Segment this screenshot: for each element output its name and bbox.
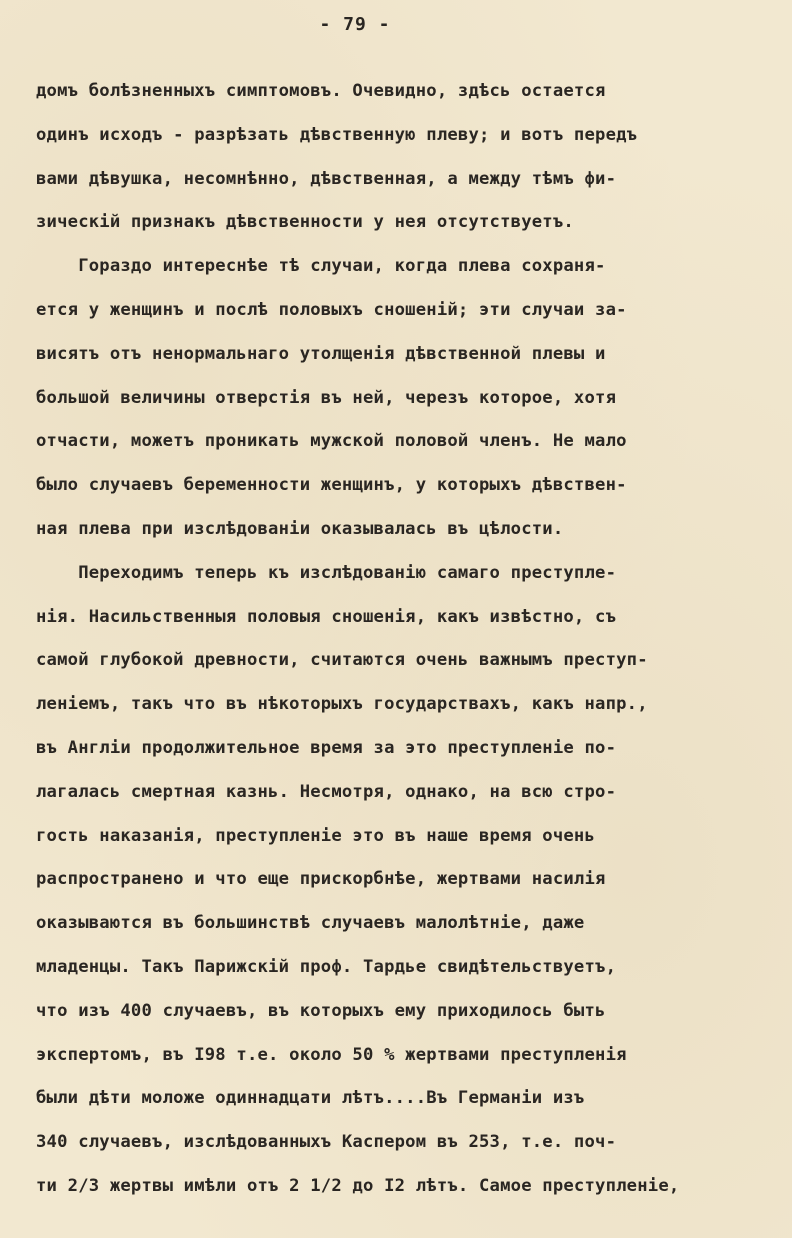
text-line: большой величины отверстія въ ней, черезъ которое, хотя <box>36 387 617 408</box>
text-line: зическій признакъ дѣвственности у нея отсутствуетъ. <box>36 212 574 233</box>
page-number: - 79 - <box>319 14 391 35</box>
text-line: отчасти, можетъ проникать мужской половой членъ. Не мало <box>36 431 627 452</box>
text-line: было случаевъ беременности женщинъ, у которыхъ дѣвствен- <box>36 475 627 496</box>
text-line: нія. Насильственныя половыя сношенія, какъ извѣстно, съ <box>36 606 617 627</box>
text-line: младенцы. Такъ Парижскій проф. Тардье свидѣтельствуетъ, <box>36 956 617 977</box>
text-line: оказываются въ большинствѣ случаевъ малолѣтніе, даже <box>36 913 585 934</box>
text-line: Переходимъ теперь къ изслѣдованію самаго преступле- <box>36 562 617 583</box>
text-line: леніемъ, такъ что въ нѣкоторыхъ государствахъ, какъ напр., <box>36 694 648 715</box>
text-line: ти 2/3 жертвы имѣли отъ 2 1/2 до I2 лѣтъ. Самое преступленіе, <box>36 1175 680 1196</box>
text-line: экспертомъ, въ I98 т.е. около 50 % жертвами преступленія <box>36 1044 627 1065</box>
text-line: въ Англіи продолжительное время за это преступленіе по- <box>36 737 617 758</box>
text-line: ется у женщинъ и послѣ половыхъ сношеній; эти случаи за- <box>36 299 627 320</box>
text-line: 340 случаевъ, изслѣдованныхъ Каспером въ 253, т.е. поч- <box>36 1132 617 1153</box>
text-line: домъ болѣзненныхъ симптомовъ. Очевидно, здѣсь остается <box>36 81 606 101</box>
text-line: лагалась смертная казнь. Несмотря, однако, на всю стро- <box>36 781 617 802</box>
text-line: гость наказанія, преступленіе это въ наше время очень <box>36 825 596 846</box>
text-line: распространено и что еще прискорбнѣе, жертвами насилія <box>36 869 606 890</box>
text-line: Гораздо интереснѣе тѣ случаи, когда плева сохраня- <box>36 256 606 277</box>
text-line: ная плева при изслѣдованіи оказывалась въ цѣлости. <box>36 518 564 539</box>
body-text <box>36 70 776 1209</box>
text-line: одинъ исходъ - разрѣзать дѣвственную плеву; и вотъ передъ <box>36 124 638 145</box>
text-line: что изъ 400 случаевъ, въ которыхъ ему приходилось быть <box>36 1000 606 1021</box>
text-line: висятъ отъ ненормальнаго утолщенія дѣвственной плевы и <box>36 343 606 364</box>
text-line: вами дѣвушка, несомнѣнно, дѣвственная, а между тѣмъ фи- <box>36 168 617 189</box>
text-line: были дѣти моложе одиннадцати лѣтъ....Въ Германіи изъ <box>36 1088 585 1109</box>
text-line: самой глубокой древности, считаются очень важнымъ преступ- <box>36 650 648 671</box>
